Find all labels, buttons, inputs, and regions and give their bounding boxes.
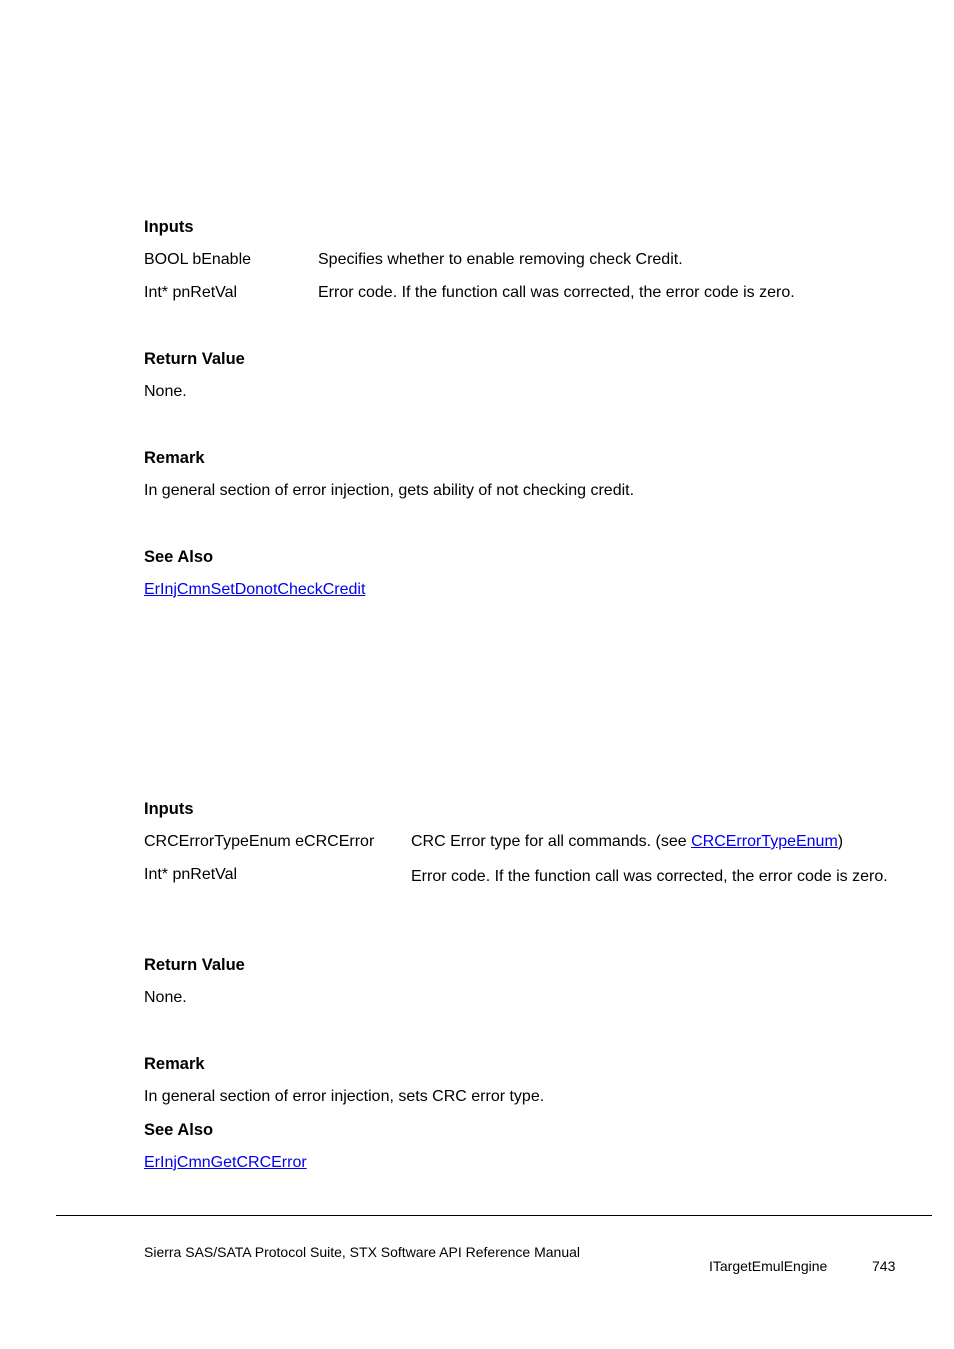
param-description-text: CRC Error type for all commands. (see bbox=[411, 833, 692, 850]
footer-manual-title: Sierra SAS/SATA Protocol Suite, STX Software API Reference Manual bbox=[144, 1244, 581, 1260]
return-value-heading: Return Value bbox=[144, 956, 245, 974]
param-description: Error code. If the function call was corrected, the error code is zero. bbox=[318, 284, 795, 301]
param-name: BOOL bEnable bbox=[144, 251, 252, 268]
see-also-heading: See Also bbox=[144, 548, 214, 566]
crc-error-type-enum-link[interactable]: CRCErrorTypeEnum bbox=[691, 833, 838, 850]
return-value-text: None. bbox=[144, 989, 187, 1006]
remark-heading: Remark bbox=[144, 449, 205, 467]
param-name: CRCErrorTypeEnum eCRCError bbox=[144, 833, 375, 850]
return-value-heading: Return Value bbox=[144, 350, 245, 368]
remark-text: In general section of error injection, sets CRC error type. bbox=[144, 1088, 545, 1105]
see-also-link[interactable]: ErInjCmnGetCRCError bbox=[144, 1154, 307, 1171]
footer-chapter: ITargetEmulEngine bbox=[709, 1258, 828, 1274]
param-name: Int* pnRetVal bbox=[144, 284, 238, 301]
remark-text: In general section of error injection, gets ability of not checking credit. bbox=[144, 482, 635, 499]
param-description-suffix: ) bbox=[837, 833, 844, 850]
param-description bbox=[411, 832, 843, 852]
footer-divider bbox=[56, 1215, 932, 1216]
param-name: Int* pnRetVal bbox=[144, 866, 238, 883]
see-also-heading: See Also bbox=[144, 1121, 214, 1139]
inputs-heading: Inputs bbox=[144, 800, 194, 818]
return-value-text: None. bbox=[144, 383, 187, 400]
remark-heading: Remark bbox=[144, 1055, 205, 1073]
see-also-link[interactable]: ErInjCmnSetDonotCheckCredit bbox=[144, 581, 366, 598]
footer-page-number: 743 bbox=[872, 1258, 896, 1274]
param-description: Error code. If the function call was corrected, the error code is zero. bbox=[411, 868, 888, 885]
inputs-heading: Inputs bbox=[144, 218, 194, 236]
param-description: Specifies whether to enable removing check Credit. bbox=[318, 251, 683, 268]
